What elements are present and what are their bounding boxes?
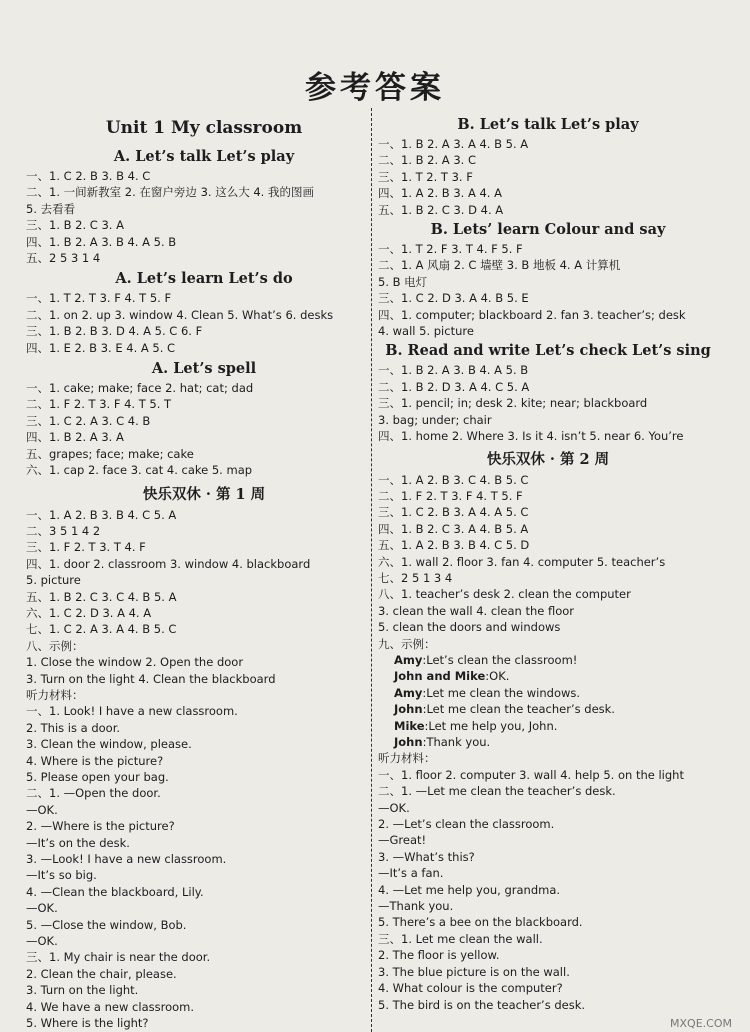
listening-line: 三、1. Let me clean the wall. bbox=[378, 931, 543, 946]
answer-line: 2. Clean the chair, please. bbox=[26, 966, 177, 981]
answer-line: 3. clean the wall 4. clean the floor bbox=[378, 603, 575, 618]
answer-line: 一、1. B 2. A 3. B 4. A 5. B bbox=[378, 363, 529, 378]
section-heading: B. Lets’ learn Colour and say bbox=[430, 221, 666, 239]
speaker-colon: : bbox=[422, 702, 427, 717]
answer-line: 二、1. 一间新教室 2. 在窗户旁边 3. 这么大 4. 我的图画 bbox=[26, 185, 314, 200]
dialogue-text: Let me clean the teacher’s desk. bbox=[426, 702, 615, 717]
dialogue-text: Thank you. bbox=[426, 735, 491, 749]
answer-line: 四、1. B 2. A 3. B 4. A 5. B bbox=[26, 234, 177, 249]
dialogue-text: Let’s clean the classroom! bbox=[426, 652, 578, 667]
listening-line: 3. —What’s this? bbox=[378, 849, 475, 864]
answer-line: 5. 去看看 bbox=[26, 201, 76, 216]
section-heading: B. Read and write Let’s check Let’s sing bbox=[385, 342, 711, 360]
speaker-colon: : bbox=[422, 735, 427, 749]
section-heading: 快乐双休 · 第 2 周 bbox=[486, 450, 610, 468]
answer-line: —It’s on the desk. bbox=[26, 835, 130, 850]
section-heading: 快乐双休 · 第 1 周 bbox=[142, 485, 266, 503]
answer-line: 五、grapes; face; make; cake bbox=[26, 446, 194, 461]
dialogue-text: Let me help you, John. bbox=[428, 718, 558, 733]
dialogue-line bbox=[378, 685, 718, 701]
section-heading: B. Let’s talk Let’s play bbox=[457, 116, 639, 133]
dialogue-line bbox=[378, 652, 718, 668]
answer-line: 二、1. —Open the door. bbox=[26, 786, 161, 801]
page-title: 参考答案 bbox=[305, 70, 445, 106]
answer-line: 二、1. F 2. T 3. F 4. T 5. T bbox=[26, 397, 172, 412]
section-heading: A. Let’s spell bbox=[151, 360, 257, 378]
answer-line: 四、1. B 2. A 3. A bbox=[26, 430, 124, 445]
dialogue-text: OK. bbox=[489, 669, 510, 684]
answer-line: 四、1. A 2. B 3. A 4. A bbox=[378, 186, 502, 201]
speaker-name: John bbox=[394, 735, 423, 749]
answer-line: 5. Please open your bag. bbox=[26, 770, 169, 784]
answer-line: 四、1. E 2. B 3. E 4. A 5. C bbox=[26, 340, 176, 355]
answer-line: 听力材料： bbox=[26, 687, 84, 702]
answer-line: 五、2 5 3 1 4 bbox=[26, 251, 101, 266]
answer-line: 2. This is a door. bbox=[26, 720, 121, 735]
listening-line: 4. —Let me help you, grandma. bbox=[378, 882, 561, 897]
speaker-name: Amy bbox=[394, 652, 423, 667]
answer-line: 三、1. F 2. T 3. T 4. F bbox=[26, 540, 146, 555]
answer-line: 5. clean the doors and windows bbox=[378, 620, 561, 635]
answer-line: 一、1. cake; make; face 2. hat; cat; dad bbox=[26, 381, 254, 396]
answer-line: 七、2 5 1 3 4 bbox=[378, 570, 453, 585]
answer-line: 三、1. C 2. A 3. C 4. B bbox=[26, 413, 151, 428]
answer-line: 3. —Look! I have a new classroom. bbox=[26, 852, 227, 867]
answer-line: 五、1. B 2. C 3. D 4. A bbox=[378, 202, 504, 217]
answer-line: 一、1. Look! I have a new classroom. bbox=[26, 704, 238, 719]
answer-line: 一、1. C 2. B 3. B 4. C bbox=[26, 169, 151, 183]
answer-line: 二、1. F 2. T 3. F 4. T 5. F bbox=[378, 488, 523, 503]
answer-line: 六、1. C 2. D 3. A 4. A bbox=[26, 605, 152, 620]
answer-line: 三、1. C 2. B 3. A 4. A 5. C bbox=[378, 505, 529, 520]
answer-line: 二、1. on 2. up 3. window 4. Clean 5. What’s 6. desks bbox=[26, 307, 334, 322]
listening-line: 听力材料： bbox=[378, 751, 436, 766]
answer-line: 二、1. B 2. A 3. C bbox=[378, 153, 476, 168]
right-column bbox=[378, 108, 718, 1013]
speaker-name: Mike bbox=[394, 718, 425, 733]
answer-line: 5. —Close the window, Bob. bbox=[26, 917, 187, 932]
answer-line: 三、1. T 2. T 3. F bbox=[378, 169, 473, 184]
answer-line: 三、1. C 2. D 3. A 4. B 5. E bbox=[378, 291, 529, 306]
answer-line: 一、1. B 2. A 3. A 4. B 5. A bbox=[378, 137, 529, 151]
answer-line: —OK. bbox=[26, 802, 58, 817]
answer-line: 4. We have a new classroom. bbox=[26, 999, 195, 1014]
answer-line: 六、1. cap 2. face 3. cat 4. cake 5. map bbox=[26, 463, 253, 478]
dialogue-block bbox=[378, 652, 718, 750]
dialogue-line bbox=[378, 668, 718, 684]
answer-line: 4. wall 5. picture bbox=[378, 324, 474, 339]
speaker-colon: : bbox=[485, 669, 490, 684]
answer-line: 二、1. A 风扇 2. C 墙壁 3. B 地板 4. A 计算机 bbox=[378, 258, 621, 273]
answer-line: —OK. bbox=[26, 901, 58, 916]
answer-line: 四、1. B 2. C 3. A 4. B 5. A bbox=[378, 521, 529, 536]
answer-line: 二、3 5 1 4 2 bbox=[26, 523, 101, 538]
watermark-text: MXQE.COM bbox=[670, 1017, 732, 1030]
section-heading: A. Let’s learn Let’s do bbox=[115, 270, 293, 288]
answer-line: 3. Turn on the light. bbox=[26, 983, 139, 998]
answer-line: 3. Clean the window, please. bbox=[26, 737, 192, 752]
answer-line: 一、1. T 2. F 3. T 4. F 5. F bbox=[378, 242, 523, 257]
answer-line: 一、1. T 2. T 3. F 4. T 5. F bbox=[26, 291, 172, 306]
left-sections bbox=[26, 148, 382, 1032]
answer-line: 1. Close the window 2. Open the door bbox=[26, 655, 244, 670]
listening-line: 5. The bird is on the teacher’s desk. bbox=[378, 997, 586, 1012]
listening-line: 二、1. —Let me clean the teacher’s desk. bbox=[378, 784, 616, 799]
speaker-name: Amy bbox=[394, 685, 423, 700]
answer-line: 三、1. B 2. B 3. D 4. A 5. C 6. F bbox=[26, 324, 203, 339]
speaker-colon: : bbox=[424, 718, 429, 733]
answer-line: 5. B 电灯 bbox=[378, 274, 428, 289]
listening-line: 一、1. floor 2. computer 3. wall 4. help 5. on the light bbox=[378, 767, 684, 782]
speaker-name: John bbox=[394, 702, 423, 717]
answer-line: 4. —Clean the blackboard, Lily. bbox=[26, 884, 204, 899]
listening-line: —Thank you. bbox=[378, 899, 454, 914]
listening-line: 5. There’s a bee on the blackboard. bbox=[378, 915, 583, 930]
answer-line: 二、1. B 2. D 3. A 4. C 5. A bbox=[378, 379, 530, 394]
answer-line: 八、示例： bbox=[26, 638, 84, 653]
listening-block bbox=[378, 750, 718, 1013]
answer-line: 3. Turn on the light 4. Clean the blackboard bbox=[26, 671, 276, 686]
answer-line: 5. Where is the light? bbox=[26, 1016, 149, 1031]
answer-line: 五、1. A 2. B 3. B 4. C 5. D bbox=[378, 538, 530, 553]
listening-line: —OK. bbox=[378, 800, 410, 815]
answer-line: 2. —Where is the picture? bbox=[26, 819, 175, 834]
answer-line: 九、示例： bbox=[378, 636, 436, 651]
answer-line: 四、1. door 2. classroom 3. window 4. blackboard bbox=[26, 556, 311, 571]
answer-line: 六、1. wall 2. floor 3. fan 4. computer 5. teacher’s bbox=[378, 554, 666, 569]
answer-line: 4. Where is the picture? bbox=[26, 753, 164, 768]
dialogue-line bbox=[378, 701, 718, 717]
dialogue-text: Let me clean the windows. bbox=[426, 685, 581, 700]
listening-line: 2. The floor is yellow. bbox=[378, 948, 500, 963]
speaker-colon: : bbox=[422, 685, 427, 700]
answer-line: 三、1. My chair is near the door. bbox=[26, 950, 211, 965]
listening-line: —Great! bbox=[378, 833, 427, 848]
unit-heading: Unit 1 My classroom bbox=[105, 118, 303, 138]
listening-line: 4. What colour is the computer? bbox=[378, 981, 563, 996]
dialogue-line bbox=[378, 718, 718, 734]
answer-line: 四、1. home 2. Where 3. Is it 4. isn’t 5. near 6. You’re bbox=[378, 429, 684, 444]
speaker-colon: : bbox=[422, 652, 427, 667]
answer-line: —OK. bbox=[26, 934, 58, 949]
answer-line: 七、1. C 2. A 3. A 4. B 5. C bbox=[26, 622, 177, 637]
speaker-name: John and Mike bbox=[394, 669, 486, 684]
listening-line: 3. The blue picture is on the wall. bbox=[378, 964, 570, 979]
answer-line: 三、1. B 2. C 3. A bbox=[26, 218, 124, 233]
answer-line: 四、1. computer; blackboard 2. fan 3. teacher’s; desk bbox=[378, 307, 686, 322]
answer-line: 八、1. teacher’s desk 2. clean the computer bbox=[378, 587, 631, 602]
right-sections bbox=[378, 116, 718, 652]
answer-line: —It’s so big. bbox=[26, 868, 97, 883]
dialogue-line bbox=[378, 734, 718, 750]
left-column bbox=[26, 108, 382, 1032]
answer-line: 五、1. B 2. C 3. C 4. B 5. A bbox=[26, 589, 177, 604]
answer-line: 3. bag; under; chair bbox=[378, 412, 492, 427]
answer-line: 一、1. A 2. B 3. C 4. B 5. C bbox=[378, 472, 529, 487]
listening-line: 2. —Let’s clean the classroom. bbox=[378, 817, 555, 832]
answer-line: 一、1. A 2. B 3. B 4. C 5. A bbox=[26, 507, 177, 522]
section-heading: A. Let’s talk Let’s play bbox=[113, 148, 295, 165]
answer-line: 5. picture bbox=[26, 573, 81, 588]
answer-line: 三、1. pencil; in; desk 2. kite; near; blackboard bbox=[378, 396, 648, 411]
listening-line: —It’s a fan. bbox=[378, 866, 444, 881]
